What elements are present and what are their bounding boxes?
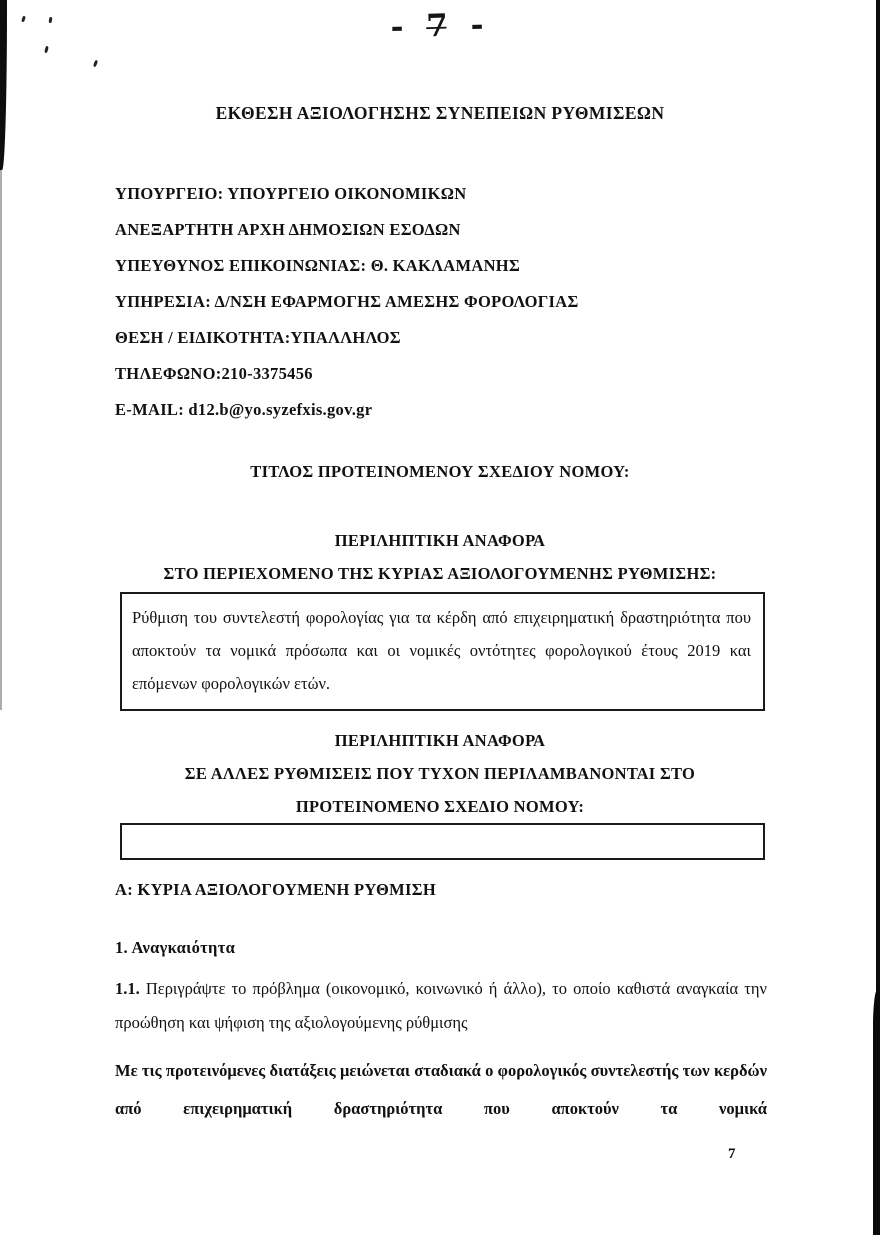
other-provisions-heading: [0, 724, 880, 823]
item11-number: 1.1.: [115, 979, 140, 998]
document-title: ΕΚΘΕΣΗ ΑΞΙΟΛΟΓΗΣΗΣ ΣΥΝΕΠΕΙΩΝ ΡΥΘΜΙΣΕΩΝ: [215, 103, 665, 123]
field-position: ΘΕΣΗ / ΕΙΔΙΚΟΤΗΤΑ:ΥΠΑΛΛΗΛΟΣ: [115, 328, 401, 347]
item11-paragraph: [115, 972, 767, 1040]
summary-heading: [0, 524, 880, 590]
field-service: ΥΠΗΡΕΣΙΑ: Δ/ΝΣΗ ΕΦΑΡΜΟΓΗΣ ΑΜΕΣΗΣ ΦΟΡΟΛΟΓΙΑΣ: [115, 292, 579, 311]
field-phone: ΤΗΛΕΦΩΝΟ:210-3375456: [115, 364, 313, 383]
footer-page-number: 7: [728, 1146, 736, 1162]
scan-edge-artifact-right-bottom: [873, 990, 880, 1235]
other-provisions-box: [120, 823, 765, 860]
item1-heading: 1. Αναγκαιότητα: [115, 938, 236, 957]
other-heading-line3: ΠΡΟΤΕΙΝΟΜΕΝΟ ΣΧΕΔΙΟ ΝΟΜΟΥ:: [295, 797, 585, 816]
item11-text: Περιγράψτε το πρόβλημα (οικονομικό, κοινωνικό ή άλλο), το οποίο καθιστά αναγκαία την προώθηση και ψήφιση της αξιολογούμενης ρύθμισης: [115, 979, 767, 1032]
field-ministry: ΥΠΟΥΡΓΕΙΟ: ΥΠΟΥΡΓΕΙΟ ΟΙΚΟΝΟΜΙΚΩΝ: [115, 184, 467, 203]
answer-paragraph: Με τις προτεινόμενες διατάξεις μειώνεται σταδιακά ο φορολογικός συντελεστής των κερδών από επιχειρηματική δραστηριότητα που αποκτούν τα νομικά: [115, 1061, 767, 1118]
contact-info-block: [115, 176, 770, 428]
summary-box: [120, 592, 765, 711]
other-heading-line2: ΣΕ ΑΛΛΕΣ ΡΥΘΜΙΣΕΙΣ ΠΟΥ ΤΥΧΟΝ ΠΕΡΙΛΑΜΒΑΝΟΝΤΑΙ ΣΤΟ: [184, 764, 696, 783]
field-authority: ΑΝΕΞΑΡΤΗΤΗ ΑΡΧΗ ΔΗΜΟΣΙΩΝ ΕΣΟΔΩΝ: [115, 220, 461, 239]
summary-box-text: Ρύθμιση του συντελεστή φορολογίας για τα κέρδη από επιχειρηματική δραστηριότητα που αποκτούν τα νομικά πρόσωπα και οι νομικές οντότητες φορολογικού έτους 2019 και επόμενων φορολογικών ετών.: [132, 608, 751, 693]
field-contact-person: ΥΠΕΥΘΥΝΟΣ ΕΠΙΚΟΙΝΩΝΙΑΣ: Θ. ΚΑΚΛΑΜΑΝΗΣ: [115, 256, 521, 275]
summary-heading-line2: ΣΤΟ ΠΕΡΙΕΧΟΜΕΝΟ ΤΗΣ ΚΥΡΙΑΣ ΑΞΙΟΛΟΓΟΥΜΕΝΗΣ ΡΥΘΜΙΣΗΣ:: [163, 564, 717, 583]
scan-speckle: [93, 60, 98, 68]
field-email: E-MAIL: d12.b@yo.syzefxis.gov.gr: [115, 400, 373, 419]
summary-heading-line1: ΠΕΡΙΛΗΠΤΙΚΗ ΑΝΑΦΟΡΑ: [334, 531, 546, 550]
section-a-heading: Α: ΚΥΡΙΑ ΑΞΙΟΛΟΓΟΥΜΕΝΗ ΡΥΘΜΙΣΗ: [115, 880, 436, 899]
law-title-heading: ΤΙΤΛΟΣ ΠΡΟΤΕΙΝΟΜΕΝΟΥ ΣΧΕΔΙΟΥ ΝΟΜΟΥ:: [250, 462, 630, 481]
other-heading-line1: ΠΕΡΙΛΗΠΤΙΚΗ ΑΝΑΦΟΡΑ: [334, 731, 546, 750]
handwritten-page-number: - 7̶ -: [390, 6, 490, 46]
scan-edge-artifact-left-faint: [0, 150, 2, 710]
